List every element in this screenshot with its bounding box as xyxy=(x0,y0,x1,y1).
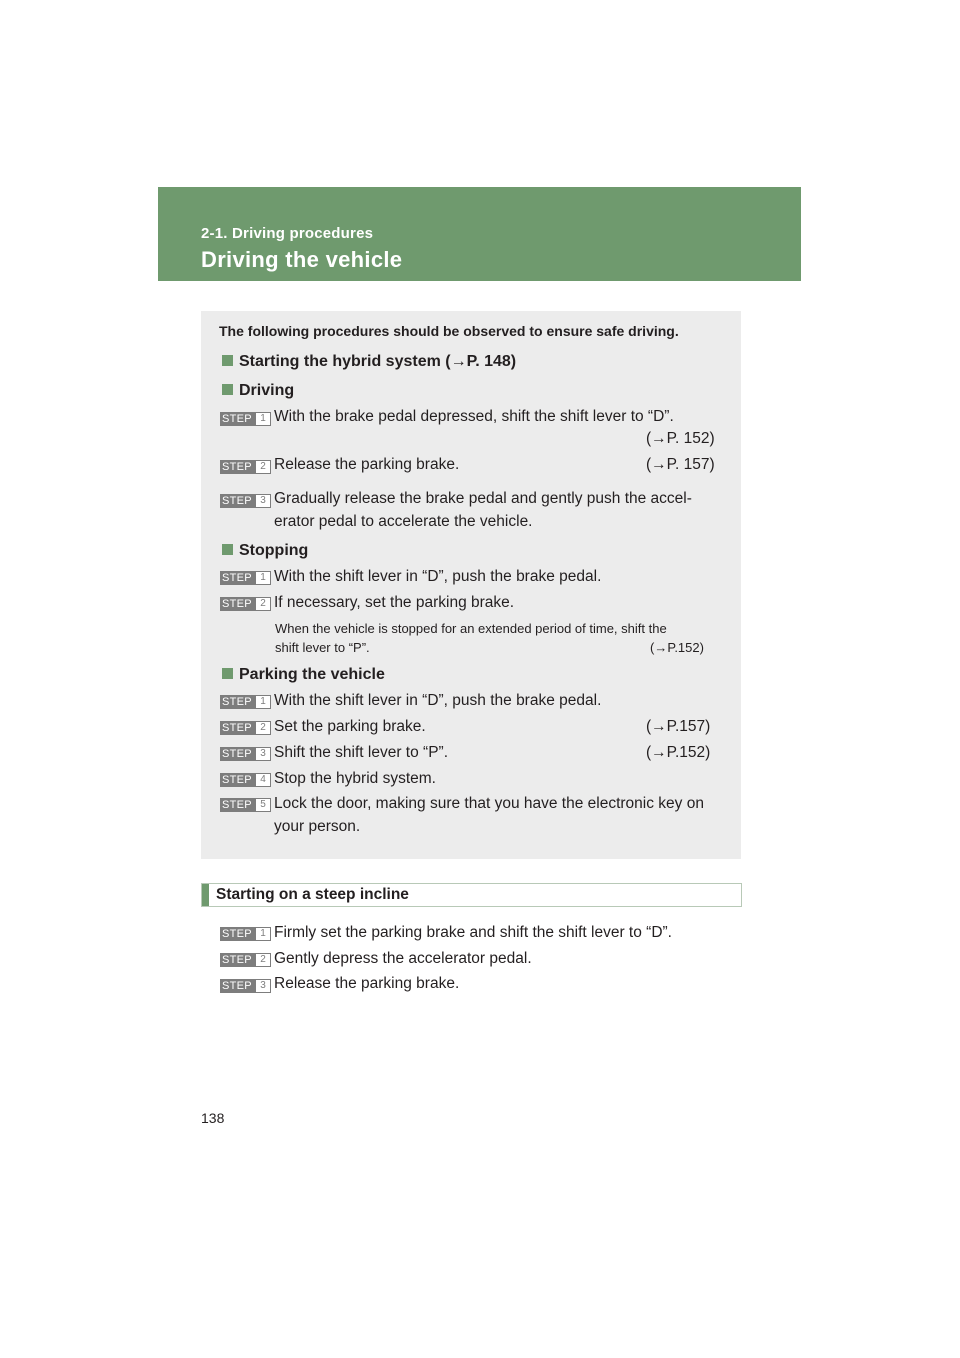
step-text: Release the parking brake. xyxy=(274,456,460,473)
step-badge: STEP 5 xyxy=(220,798,271,812)
step-text: Gently depress the accelerator pedal. xyxy=(274,950,532,967)
step-text: Shift the shift lever to “P”. xyxy=(274,744,449,761)
section-label: 2-1. Driving procedures xyxy=(201,225,374,242)
square-bullet-icon xyxy=(222,668,233,679)
step-badge: STEP 2 xyxy=(220,953,271,967)
square-bullet-icon xyxy=(222,544,233,555)
heading-stopping-label: Stopping xyxy=(239,542,309,559)
square-bullet-icon xyxy=(222,355,233,366)
note-text-continued: shift lever to “P”. xyxy=(275,640,370,655)
step-badge: STEP 3 xyxy=(220,979,271,993)
page-reference: (→P.152) xyxy=(646,744,711,761)
heading-parking xyxy=(222,666,385,684)
step-text: Release the parking brake. xyxy=(274,975,460,992)
step-badge: STEP 1 xyxy=(220,412,271,426)
step-badge: STEP 3 xyxy=(220,494,271,508)
square-bullet-icon xyxy=(222,384,233,395)
chapter-header xyxy=(158,187,801,281)
heading-starting-label: Starting the hybrid system (→P. 148) xyxy=(239,353,517,370)
heading-stopping xyxy=(222,542,308,560)
page-reference: (→P. 152) xyxy=(646,430,715,447)
page-reference: (→P. 157) xyxy=(646,456,715,473)
note-text: When the vehicle is stopped for an extended period of time, shift the xyxy=(275,621,667,636)
step-badge: STEP 3 xyxy=(220,747,271,761)
step-badge: STEP 1 xyxy=(220,571,271,585)
step-text-continued: erator pedal to accelerate the vehicle. xyxy=(274,513,533,530)
heading-accent xyxy=(202,884,209,906)
page-title: Driving the vehicle xyxy=(201,247,403,272)
incline-heading-bar xyxy=(201,883,742,907)
step-badge: STEP 2 xyxy=(220,460,271,474)
heading-parking-label: Parking the vehicle xyxy=(239,666,385,683)
incline-heading: Starting on a steep incline xyxy=(216,886,409,903)
step-text: Lock the door, making sure that you have the electronic key on xyxy=(274,795,704,812)
step-text: Firmly set the parking brake and shift the shift lever to “D”. xyxy=(274,924,672,941)
step-text: With the brake pedal depressed, shift the shift lever to “D”. xyxy=(274,408,674,425)
heading-starting xyxy=(222,353,516,371)
note-page-reference: (→P.152) xyxy=(650,640,704,655)
step-text: Set the parking brake. xyxy=(274,718,426,735)
page-number: 138 xyxy=(201,1110,225,1126)
step-text: If necessary, set the parking brake. xyxy=(274,594,515,611)
page-reference: (→P.157) xyxy=(646,718,711,735)
heading-driving xyxy=(222,382,294,400)
step-text: Gradually release the brake pedal and gently push the accel- xyxy=(274,490,692,507)
step-badge: STEP 1 xyxy=(220,927,271,941)
step-text: With the shift lever in “D”, push the brake pedal. xyxy=(274,692,602,709)
heading-driving-label: Driving xyxy=(239,382,295,399)
step-text-continued: your person. xyxy=(274,818,361,835)
step-text: Stop the hybrid system. xyxy=(274,770,436,787)
step-badge: STEP 2 xyxy=(220,597,271,611)
step-badge: STEP 1 xyxy=(220,695,271,709)
step-text: With the shift lever in “D”, push the brake pedal. xyxy=(274,568,602,585)
step-badge: STEP 2 xyxy=(220,721,271,735)
intro-text: The following procedures should be observed to ensure safe driving. xyxy=(219,323,679,339)
step-badge: STEP 4 xyxy=(220,773,271,787)
